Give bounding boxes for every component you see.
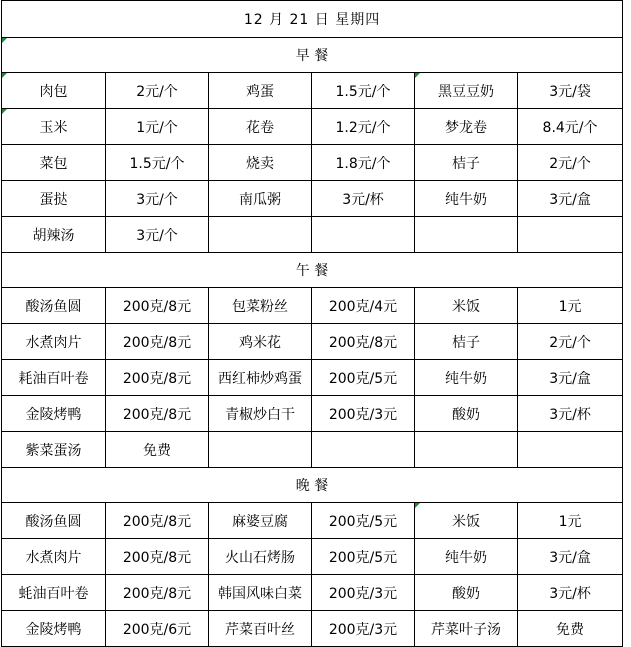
dinner-heading: 晚 餐 xyxy=(2,468,623,503)
lunch-dish-name: 桔子 xyxy=(415,324,518,360)
breakfast-item-row xyxy=(2,109,623,145)
lunch-dish-price: 200克/8元 xyxy=(106,288,209,324)
lunch-dish-price: 1元 xyxy=(518,288,623,324)
lunch-dish-price: 200克/8元 xyxy=(106,324,209,360)
lunch-dish-price: 200克/3元 xyxy=(312,396,415,432)
dinner-dish-name: 芹菜叶子汤 xyxy=(415,611,518,647)
breakfast-dish-price: 1.5元/个 xyxy=(312,73,415,109)
dinner-dish-name: 纯牛奶 xyxy=(415,539,518,575)
breakfast-dish-price: 1.2元/个 xyxy=(312,109,415,145)
breakfast-dish-name: 肉包 xyxy=(2,73,106,109)
breakfast-item-row xyxy=(2,145,623,181)
dinner-item-row xyxy=(2,503,623,539)
lunch-heading-row xyxy=(2,253,623,288)
dinner-heading-row xyxy=(2,468,623,503)
breakfast-item-row xyxy=(2,181,623,217)
breakfast-dish-price: 3元/杯 xyxy=(312,181,415,217)
breakfast-dish-price xyxy=(518,217,623,253)
lunch-dish-name: 水煮肉片 xyxy=(2,324,106,360)
lunch-dish-price xyxy=(312,432,415,468)
breakfast-dish-name: 南瓜粥 xyxy=(209,181,312,217)
dinner-dish-price: 1元 xyxy=(518,503,623,539)
breakfast-dish-name: 花卷 xyxy=(209,109,312,145)
breakfast-dish-price: 3元/个 xyxy=(106,217,209,253)
breakfast-dish-name: 菜包 xyxy=(2,145,106,181)
dinner-dish-price: 200克/5元 xyxy=(312,503,415,539)
dinner-dish-name: 蚝油百叶卷 xyxy=(2,575,106,611)
dinner-dish-name: 酸汤鱼圆 xyxy=(2,503,106,539)
lunch-dish-name: 西红柿炒鸡蛋 xyxy=(209,360,312,396)
dinner-dish-price: 200克/6元 xyxy=(106,611,209,647)
breakfast-dish-price: 1.8元/个 xyxy=(312,145,415,181)
dinner-dish-price: 3元/杯 xyxy=(518,575,623,611)
dinner-dish-price: 200克/8元 xyxy=(106,575,209,611)
dinner-dish-name: 金陵烤鸭 xyxy=(2,611,106,647)
breakfast-dish-price: 8.4元/个 xyxy=(518,109,623,145)
dinner-item-row xyxy=(2,575,623,611)
breakfast-dish-name: 玉米 xyxy=(2,109,106,145)
breakfast-dish-price: 2元/个 xyxy=(518,145,623,181)
dinner-dish-name: 水煮肉片 xyxy=(2,539,106,575)
dinner-dish-price: 200克/3元 xyxy=(312,575,415,611)
dinner-dish-price: 200克/8元 xyxy=(106,539,209,575)
lunch-dish-name: 耗油百叶卷 xyxy=(2,360,106,396)
dinner-item-row xyxy=(2,539,623,575)
lunch-item-row xyxy=(2,360,623,396)
dinner-dish-price: 200克/3元 xyxy=(312,611,415,647)
lunch-dish-price: 3元/盒 xyxy=(518,360,623,396)
breakfast-dish-name: 梦龙卷 xyxy=(415,109,518,145)
lunch-dish-name: 鸡米花 xyxy=(209,324,312,360)
breakfast-dish-name: 胡辣汤 xyxy=(2,217,106,253)
lunch-item-row xyxy=(2,324,623,360)
lunch-dish-price: 2元/个 xyxy=(518,324,623,360)
breakfast-dish-name: 蛋挞 xyxy=(2,181,106,217)
date-title: 12 月 21 日 星期四 xyxy=(2,1,623,38)
breakfast-dish-name xyxy=(209,217,312,253)
lunch-dish-price: 200克/8元 xyxy=(106,360,209,396)
dinner-dish-name: 米饭 xyxy=(415,503,518,539)
lunch-dish-name: 金陵烤鸭 xyxy=(2,396,106,432)
lunch-dish-name: 青椒炒白干 xyxy=(209,396,312,432)
breakfast-dish-price: 1.5元/个 xyxy=(106,145,209,181)
lunch-heading: 午 餐 xyxy=(2,253,623,288)
lunch-dish-price: 免费 xyxy=(106,432,209,468)
breakfast-dish-price: 3元/盒 xyxy=(518,181,623,217)
lunch-item-row xyxy=(2,396,623,432)
lunch-dish-name: 酸奶 xyxy=(415,396,518,432)
breakfast-dish-name: 纯牛奶 xyxy=(415,181,518,217)
lunch-dish-name: 酸汤鱼圆 xyxy=(2,288,106,324)
breakfast-heading-row xyxy=(2,38,623,73)
breakfast-item-row xyxy=(2,217,623,253)
dinner-dish-name: 酸奶 xyxy=(415,575,518,611)
lunch-dish-name: 紫菜蛋汤 xyxy=(2,432,106,468)
breakfast-dish-price: 3元/袋 xyxy=(518,73,623,109)
dinner-dish-price: 免费 xyxy=(518,611,623,647)
breakfast-item-row xyxy=(2,73,623,109)
breakfast-dish-name: 黑豆豆奶 xyxy=(415,73,518,109)
breakfast-dish-price xyxy=(312,217,415,253)
breakfast-heading: 早 餐 xyxy=(2,38,623,73)
breakfast-dish-name: 烧卖 xyxy=(209,145,312,181)
date-row xyxy=(2,1,623,38)
breakfast-dish-price: 3元/个 xyxy=(106,181,209,217)
dinner-dish-name: 韩国风味白菜 xyxy=(209,575,312,611)
dinner-dish-name: 麻婆豆腐 xyxy=(209,503,312,539)
lunch-item-row xyxy=(2,288,623,324)
dinner-dish-name: 芹菜百叶丝 xyxy=(209,611,312,647)
breakfast-dish-name xyxy=(415,217,518,253)
lunch-dish-price: 200克/5元 xyxy=(312,360,415,396)
lunch-dish-name xyxy=(209,432,312,468)
menu-table xyxy=(1,0,623,647)
lunch-item-row xyxy=(2,432,623,468)
breakfast-dish-price: 2元/个 xyxy=(106,73,209,109)
breakfast-dish-name: 桔子 xyxy=(415,145,518,181)
lunch-dish-name: 纯牛奶 xyxy=(415,360,518,396)
lunch-dish-price: 200克/8元 xyxy=(106,396,209,432)
lunch-dish-name: 包菜粉丝 xyxy=(209,288,312,324)
breakfast-dish-name: 鸡蛋 xyxy=(209,73,312,109)
lunch-dish-name: 米饭 xyxy=(415,288,518,324)
dinner-dish-name: 火山石烤肠 xyxy=(209,539,312,575)
dinner-dish-price: 3元/盒 xyxy=(518,539,623,575)
breakfast-dish-price: 1元/个 xyxy=(106,109,209,145)
dinner-item-row xyxy=(2,611,623,647)
dinner-dish-price: 200克/8元 xyxy=(106,503,209,539)
lunch-dish-price: 200克/4元 xyxy=(312,288,415,324)
lunch-dish-price: 200克/8元 xyxy=(312,324,415,360)
dinner-dish-price: 200克/5元 xyxy=(312,539,415,575)
lunch-dish-name xyxy=(415,432,518,468)
lunch-dish-price: 3元/杯 xyxy=(518,396,623,432)
lunch-dish-price xyxy=(518,432,623,468)
menu-body xyxy=(2,1,623,647)
